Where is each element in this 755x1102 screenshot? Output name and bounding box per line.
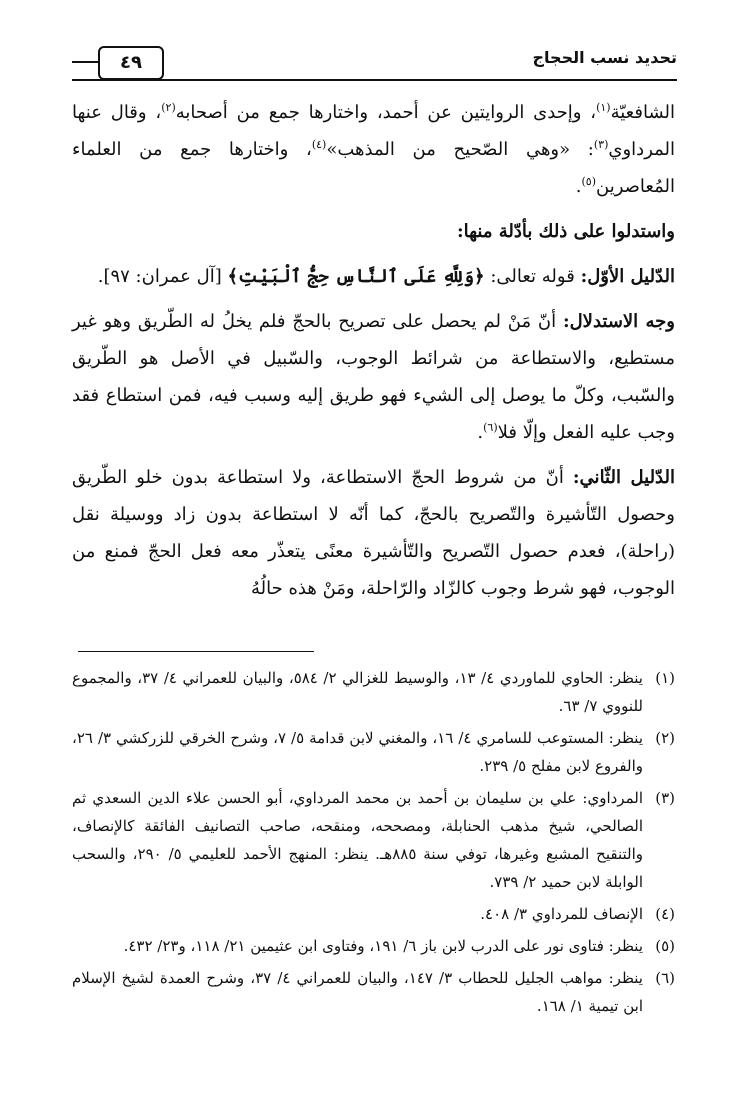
paragraph-4 [72,303,675,451]
footnote-number: (٥) [655,937,675,955]
footnote-number: (٣) [655,789,675,807]
footnote-text: ينظر: الحاوي للماوردي ٤/ ١٣، والوسيط للغزالي ٢/ ٥٨٤، والبيان للعمراني ٤/ ٣٧، والمجموع للنووي ٧/ ٦٣. [72,669,643,715]
footnote [72,724,675,780]
footnote-ref[interactable]: (٤) [311,138,327,151]
paragraph-5 [72,459,675,607]
footnote [72,900,675,928]
footnote [72,784,675,896]
footnote-ref[interactable]: (٦) [483,421,498,434]
page-number: ٤٩ [98,46,164,80]
header-rule-left [72,61,98,63]
text-segment: . [575,176,582,197]
text-segment: الشافعيّة [610,102,675,123]
footnotes [72,664,675,1024]
evidence-label: الدّليل الثّاني: [572,467,675,488]
footnote-number: (٢) [655,729,675,747]
footnote-ref[interactable]: (١) [596,101,611,114]
running-title: تحديد نسب الحجاج [532,48,677,67]
text-segment: : «وهي الصّحيح من المذهب» [326,139,594,160]
footnote-number: (١) [655,669,675,687]
inference-label: وجه الاستدلال: [562,311,675,332]
text-segment: ، وقال عنها المرداوي [72,102,676,160]
footnote [72,964,675,1020]
verse-reference: [آل عمران: ٩٧]. [97,266,222,287]
paragraph-2: واستدلوا على ذلك بأدّلة منها: [456,221,675,242]
text-segment: ، واختارها جمع من العلماء المُعاصرين [72,139,675,197]
paragraph-1 [72,94,675,205]
footnote-separator [78,651,314,652]
paragraph-3 [72,258,675,295]
footnote [72,664,675,720]
main-text [72,94,675,607]
footnote-ref[interactable]: (٣) [593,138,609,151]
footnote-text: ينظر: مواهب الجليل للحطاب ٣/ ١٤٧، والبيان للعمراني ٤/ ٣٧، وشرح العمدة لشيخ الإسلام ابن تيمية ١/ ١٦٨. [72,969,643,1015]
footnote-text: المرداوي: علي بن سليمان بن أحمد بن محمد المرداوي، أبو الحسن علاء الدين السعدي ثم الصالحي، شيخ مذهب الحنابلة، ومصححه، ومنقحه، صاحب التصانيف الفائقة كالإنصاف، والتنقيح المشبع وغيرها، توفي سنة ٨٨٥هـ. ينظر: المنهج الأحمد للعليمي ٥/ ٢٩٠، والسحب الوابلة لابن حميد ٢/ ٧٣٩. [72,789,643,891]
header-rule [72,79,677,81]
footnote-ref[interactable]: (٥) [581,175,596,188]
footnote-text: الإنصاف للمرداوي ٣/ ٤٠٨. [480,905,643,923]
text-segment: أنّ مَنْ لم يحصل على تصريح بالحجّ فلم يخلُ له الطّريق وهو غير مستطيع، والاستطاعة من شرائط الوجوب، والسّبيل في الأصل هو الطّريق والسّبب، وكلّ ما يوصل إلى الشيء فهو طريق إليه وسبب فيه، فمن استطاع فقد وجب عليه الفعل وإلّا فلا [72,311,675,443]
text-segment: ، وإحدى الروايتين عن أحمد، واختارها جمع من أصحابه [175,102,597,123]
text-segment: . [477,422,484,443]
text-segment: أنّ من شروط الحجّ الاستطاعة، ولا استطاعة بدون خلو الطّريق وحصول التّأشيرة والتّصريح بالحجّ، كما أنّه لا استطاعة بدون زاد ووسيلة نقل (راحلة)، فعدم حصول التّصريح والتّأشيرة معنًى يتعذّر معه فعل الحجّ فمنع من الوجوب، فهو شرط وجوب كالزّاد والرّاحلة، ومَنْ هذه حالُهُ [72,467,675,599]
page-header [72,46,677,86]
footnote-text: ينظر: المستوعب للسامري ٤/ ١٦، والمغني لابن قدامة ٥/ ٧، وشرح الخرقي للزركشي ٣/ ٢٦، والفروع لابن مفلح ٥/ ٢٣٩. [72,729,643,775]
footnote-ref[interactable]: (٢) [161,101,176,114]
quran-verse: ﴿وَلِلَّهِ عَلَى ٱلنَّاسِ حِجُّ ٱلْبَيْتِ﴾ [227,266,485,287]
footnote-number: (٦) [655,969,675,987]
footnote [72,932,675,960]
footnote-number: (٤) [655,905,675,923]
footnote-text: ينظر: فتاوى نور على الدرب لابن باز ٦/ ١٩١، وفتاوى ابن عثيمين ٢١/ ١١٨، و٢٣/ ٤٣٢. [123,937,643,955]
text-segment: قوله تعالى: [490,266,575,287]
evidence-label: الدّليل الأوّل: [580,266,675,287]
